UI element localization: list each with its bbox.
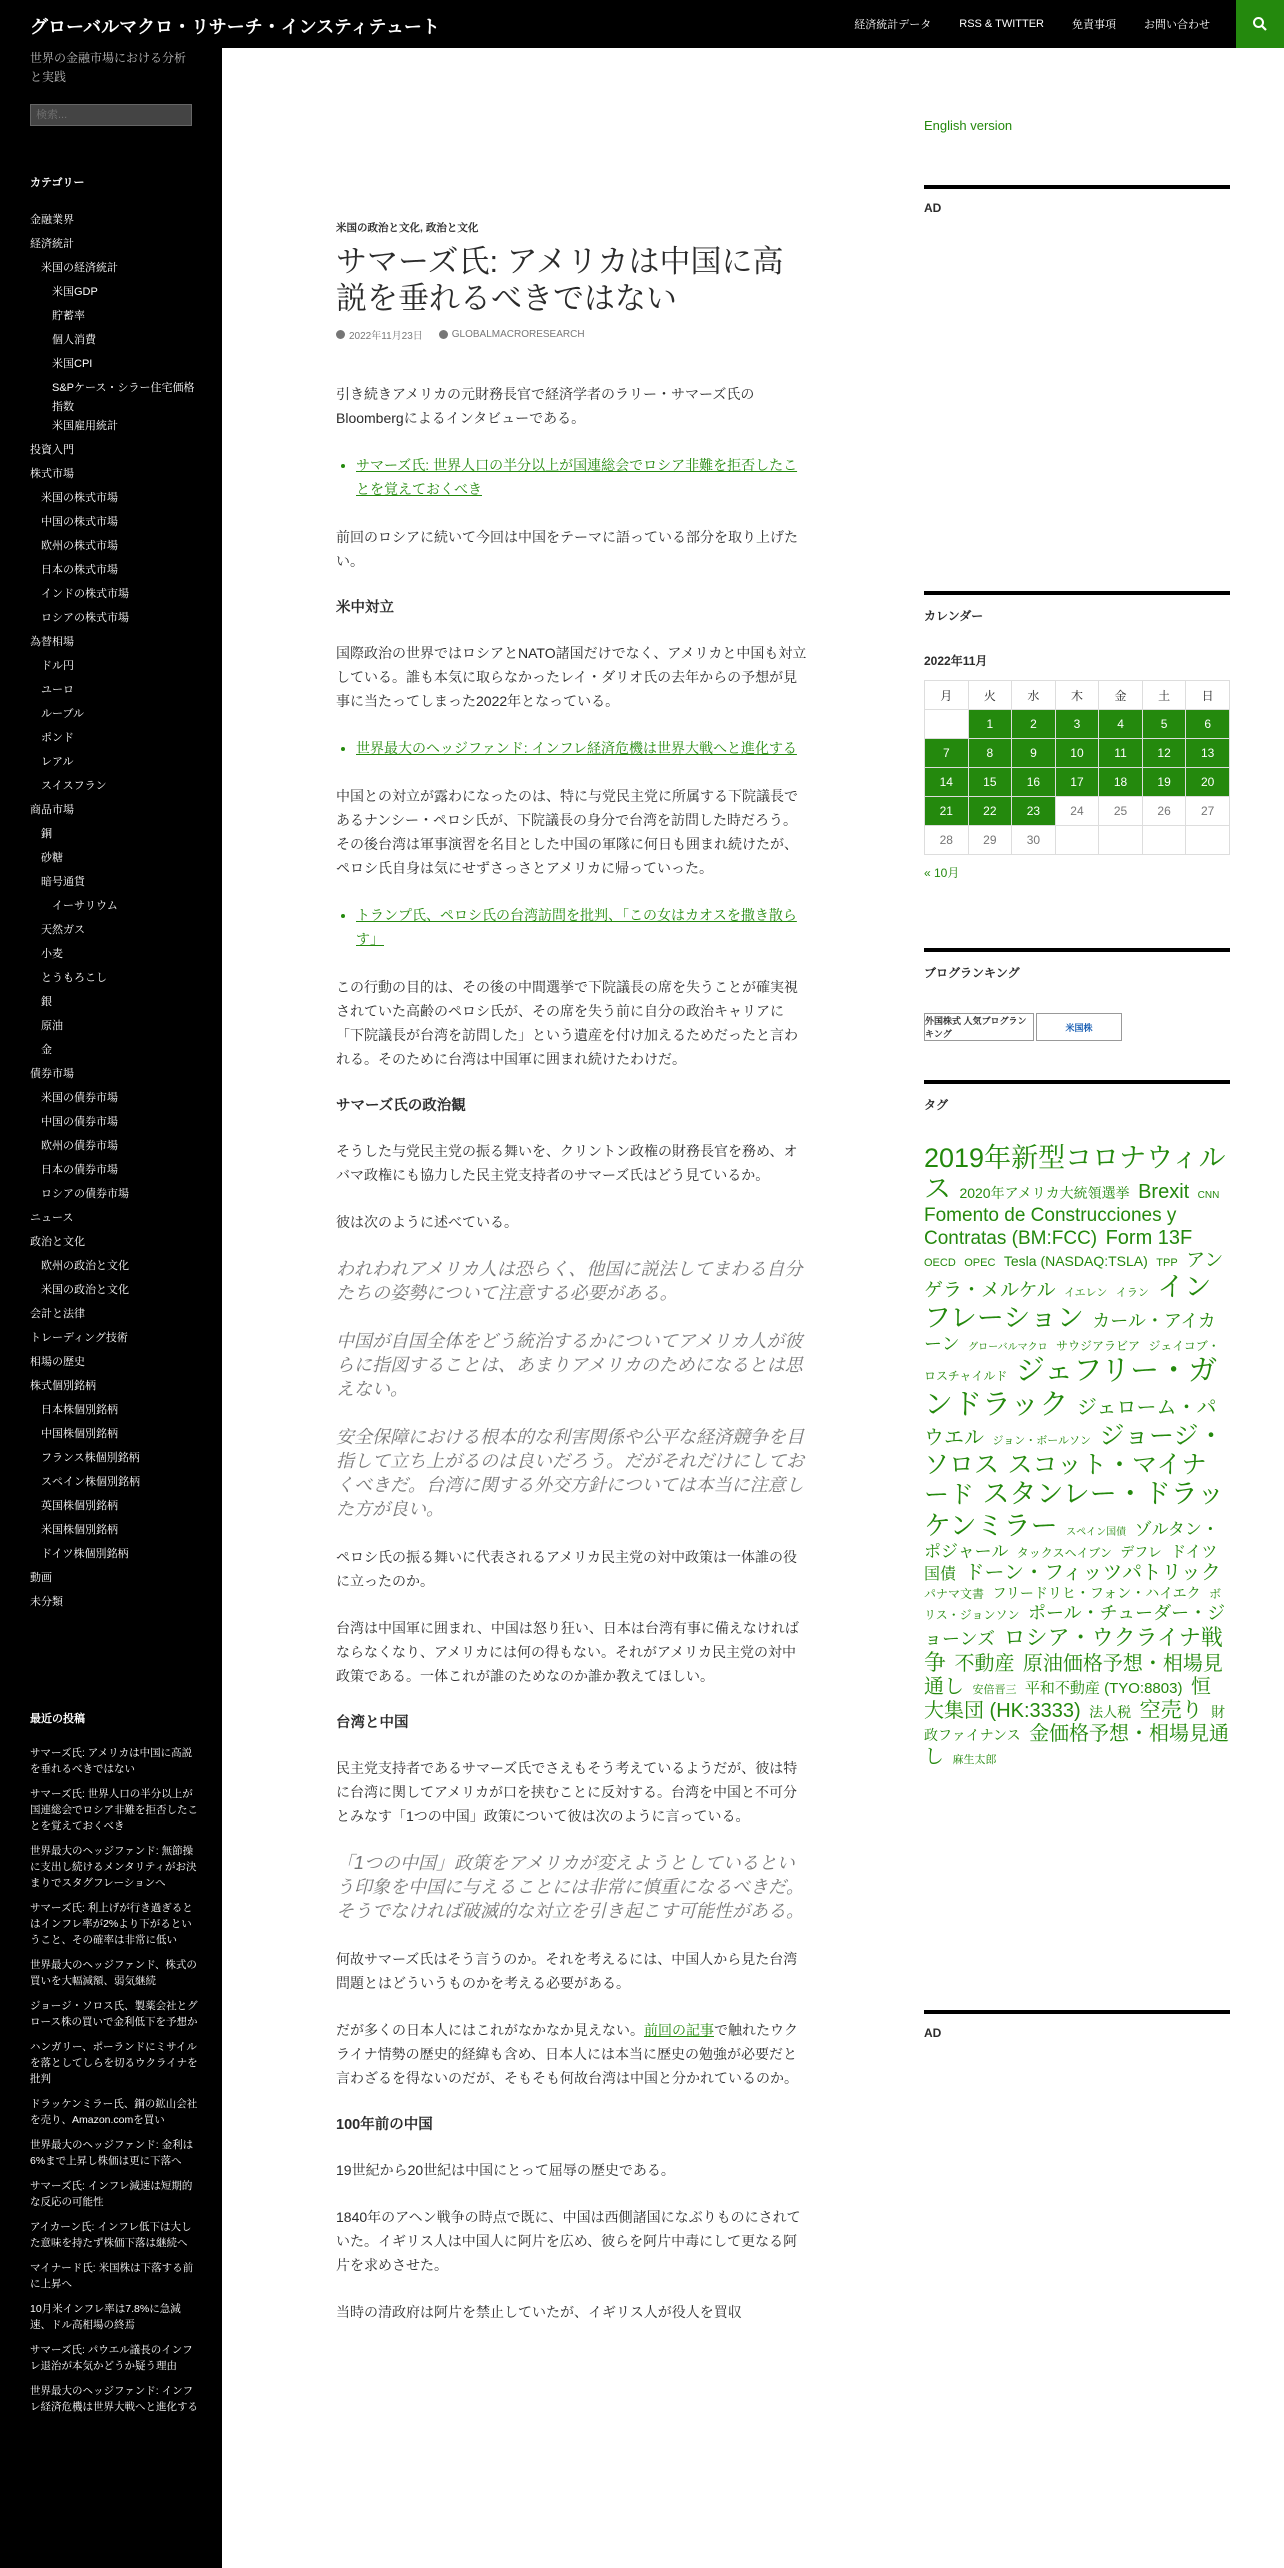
tag-link[interactable]: ジェイコブ・ロスチャイルド [924, 1338, 1220, 1384]
related-article-link[interactable]: • 世界最大のヘッジファンド: インフレ経済危機は世界大戦へと進化する [356, 736, 810, 760]
recent-post-link[interactable]: サマーズ氏: インフレ減速は短期的な反応の可能性 [30, 2180, 193, 2208]
tag-link[interactable]: ジェローム・パウエル [924, 1396, 1217, 1449]
ad-widget [924, 185, 1230, 215]
top-bar [0, 0, 1284, 48]
sidebar-category-item[interactable]: 金融業界 [30, 214, 74, 226]
sidebar-category-item[interactable]: ポンド [41, 732, 74, 744]
sidebar-category-item[interactable]: 相場の歴史 [30, 1356, 85, 1368]
sidebar-category-item[interactable]: トレーディング技術 [30, 1332, 128, 1344]
sidebar-category-item[interactable]: 米国の債券市場 [41, 1092, 118, 1104]
tag-link[interactable]: グローバルマクロ [968, 1341, 1048, 1353]
tag-link[interactable]: スコット・マイナード [924, 1450, 1207, 1510]
article-quote: 安全保障における根本的な利害関係や公平な経済競争を目指して立ち上がるのは良いだろう。だがそれだけにしておくべきだ。台湾に関する外交方針については本当に注意した方が良い。 [336, 1427, 804, 1519]
tag-link[interactable]: ボリス・ジョンソン [924, 1586, 1222, 1623]
top-nav [826, 0, 1210, 48]
article-paragraph [336, 2018, 810, 2090]
tag-link[interactable]: OECD [924, 1256, 956, 1269]
sidebar-category-item[interactable]: ドイツ株個別銘柄 [41, 1548, 129, 1560]
sidebar-category-item[interactable]: フランス株個別銘柄 [41, 1452, 140, 1464]
tag-link[interactable]: スタンレー・ドラッケンミラー [924, 1479, 1225, 1541]
sidebar-category-item[interactable]: 英国株個別銘柄 [41, 1500, 118, 1512]
calendar-day[interactable]: 11 [1099, 739, 1143, 768]
sidebar-category-item[interactable]: ロシアの株式市場 [41, 612, 129, 624]
calendar-weekday: 木 [1055, 681, 1099, 710]
blog-ranking-heading: ブログランキング [924, 966, 1020, 980]
article-subheading: 100年前の中国 [336, 2117, 433, 2133]
sidebar-category-item[interactable]: 米国CPI [52, 358, 93, 370]
tag-link[interactable]: Form 13F [1105, 1226, 1193, 1249]
tag-link[interactable]: 金価格予想・相場見通し [924, 1723, 1230, 1769]
recent-post-link[interactable]: サマーズ氏: パウエル議長のインフレ退治が本気かどうか疑う理由 [30, 2344, 193, 2372]
related-link-list [356, 453, 810, 501]
article-paragraph: 中国との対立が露わになったのは、特に与党民主党に所属する下院議長であるナンシー・ペロシ氏が、下院議長の身分で台湾を訪問した時だろう。その後台湾は軍事演習を名目とした中国の軍隊に何日も囲まれ続けたが、ペロシ氏自身は気にせずさっさとアメリカに帰っていった。 [336, 788, 798, 876]
tag-link[interactable]: 法人税 [1089, 1704, 1132, 1721]
site-tagline: 世界の金融市場における分析と実践 [30, 51, 187, 84]
recent-post-link[interactable]: サマーズ氏: アメリカは中国に高説を垂れるべきではない [30, 1747, 193, 1775]
sidebar-category-item[interactable]: ロシアの債券市場 [41, 1188, 129, 1200]
recent-post-link[interactable]: アイカーン氏: インフレ低下は大した意味を持たず株価下落は継続へ [30, 2221, 192, 2249]
calendar-weekday: 水 [1012, 681, 1056, 710]
recent-post-link[interactable]: マイナード氏: 米国株は下落する前に上昇へ [30, 2262, 194, 2290]
tag-link[interactable]: パナマ文書 [924, 1586, 985, 1601]
article-quote: 中国が自国全体をどう統治するかについてアメリカ人が彼らに指図することは、あまりアメリカのためになるとは思えない。 [336, 1331, 803, 1399]
sidebar-category-item[interactable]: 中国の株式市場 [41, 516, 118, 528]
recent-post-link[interactable]: サマーズ氏: 世界人口の半分以上が国連総会でロシア非難を拒否したことを覚えておくべき [30, 1788, 198, 1832]
sidebar-category-item[interactable]: 欧州の政治と文化 [41, 1260, 129, 1272]
calendar-day[interactable]: 4 [1099, 710, 1143, 739]
article-date[interactable]: 2022年11月23日 [349, 331, 423, 342]
related-article-link[interactable]: • トランプ氏、ペロシ氏の台湾訪問を批判、「この女はカオスを撒き散らす」 [356, 903, 810, 951]
nav-item-contact[interactable]: お問い合わせ [1144, 19, 1210, 31]
previous-article-link[interactable]: 前回の記事 [644, 2022, 714, 2038]
search-toggle-button[interactable] [1236, 0, 1284, 48]
sidebar-category-item[interactable]: 小麦 [41, 948, 63, 960]
tag-link[interactable]: Tesla (NASDAQ:TSLA) [1003, 1252, 1148, 1269]
calendar-day: 29 [968, 826, 1012, 855]
article-paragraph: 1840年のアヘン戦争の時点で既に、中国は西側諸国になぶりものにされていた。イギリス人は中国人に阿片を広め、彼らを阿片中毒にして更なる阿片を求めさせた。 [336, 2209, 801, 2273]
category-list [30, 208, 200, 1614]
calendar-day[interactable]: 2 [1012, 710, 1056, 739]
article-paragraph: 19世紀から20世紀は中国にとって屈辱の歴史である。 [336, 2162, 675, 2178]
sidebar-category-item[interactable]: ユーロ [41, 684, 74, 696]
calendar-day[interactable]: 9 [1012, 739, 1056, 768]
related-link-list [356, 736, 810, 760]
calendar-month: 2022年11月 [924, 654, 988, 668]
sidebar-category-item[interactable]: ドル円 [41, 660, 74, 672]
recent-post-link[interactable]: 10月米インフレ率は7.8%に急減速、ドル高相場の終焉 [30, 2303, 181, 2331]
calendar-day: 30 [1012, 826, 1056, 855]
tag-link[interactable]: ジョージ・ソロス [924, 1421, 1224, 1479]
tag-link[interactable]: イラン [1115, 1286, 1149, 1299]
calendar-day [1055, 826, 1099, 855]
calendar-heading: カレンダー [924, 609, 984, 623]
sidebar-category-item[interactable]: 会計と法律 [30, 1308, 85, 1320]
sidebar-category-item[interactable]: 暗号通貨 [41, 876, 85, 888]
sidebar-category-item[interactable]: 未分類 [30, 1596, 63, 1608]
related-link-list [356, 903, 810, 951]
tag-link[interactable]: ポール・チューダー・ジョーンズ [924, 1603, 1226, 1649]
sidebar-category-item[interactable]: 米国株個別銘柄 [41, 1524, 118, 1536]
article-subheading: サマーズ氏の政治観 [336, 1098, 466, 1114]
left-sidebar [0, 48, 222, 2568]
calendar-day: 27 [1186, 797, 1230, 826]
sidebar-category-item[interactable]: 銀 [41, 996, 52, 1008]
sidebar-category-item[interactable]: 中国の債券市場 [41, 1116, 118, 1128]
site-title[interactable]: グローバルマクロ・リサーチ・インスティテュート [30, 17, 440, 37]
recent-post-link[interactable]: サマーズ氏: 利上げが行き過ぎるとはインフレ率が2%より下がるということ、その確率は非常に低い [30, 1902, 193, 1946]
tag-link[interactable]: Fomento de Construcciones y Contratas (BM:FCC) [924, 1205, 1177, 1249]
paragraph-text: で触れたウクライナ情勢の歴史的経緯も含め、日本人には本当に歴史の勉強が必要だと言わざるを得ないのだが、そもそも何故台湾は中国と分かれているのか。 [336, 2022, 798, 2086]
tag-link[interactable]: ゾルタン・ポジャール [924, 1519, 1219, 1561]
sidebar-category-item[interactable]: レアル [41, 756, 74, 768]
article-author[interactable]: GLOBALMACRORESEARCH [451, 329, 585, 340]
calendar-weekday: 金 [1099, 681, 1143, 710]
tag-link[interactable]: 財政ファイナンス [924, 1704, 1226, 1744]
tag-link[interactable]: 2020年アメリカ大統領選挙 [959, 1185, 1130, 1202]
tags-widget [924, 1080, 1230, 1769]
calendar-day[interactable]: 19 [1142, 768, 1186, 797]
tags-heading: タグ [924, 1098, 949, 1112]
tag-link[interactable]: 空売り [1139, 1699, 1203, 1723]
calendar-day [1099, 826, 1143, 855]
clock-icon [336, 330, 345, 339]
article-body [336, 382, 810, 2324]
sidebar-category-item[interactable]: 金 [41, 1044, 52, 1056]
calendar-day[interactable]: 5 [1142, 710, 1186, 739]
calendar-day: 28 [925, 826, 969, 855]
calendar-day[interactable]: 1 [968, 710, 1012, 739]
calendar-day[interactable]: 13 [1186, 739, 1230, 768]
sidebar-category-item[interactable]: 日本株個別銘柄 [41, 1404, 118, 1416]
sidebar-category-item[interactable]: 為替相場 [30, 636, 74, 648]
calendar-day[interactable]: 16 [1012, 768, 1056, 797]
article-paragraph: 彼は次のように述べている。 [336, 1214, 518, 1230]
sidebar-category-item[interactable]: 欧州の債券市場 [41, 1140, 118, 1152]
sidebar-category-item[interactable]: インドの株式市場 [41, 588, 129, 600]
recent-posts-heading: 最近の投稿 [30, 1713, 85, 1725]
calendar-table [924, 680, 1230, 855]
tag-link[interactable]: ジョン・ボールソン [992, 1434, 1092, 1447]
categories-heading: カテゴリー [30, 177, 85, 189]
tag-link[interactable]: 平和不動産 (TYO:8803) [1024, 1680, 1183, 1698]
tag-link[interactable]: 2019年新型コロナウィルス [924, 1143, 1226, 1205]
calendar-widget [924, 591, 1230, 881]
ad-heading-2: AD [924, 2026, 942, 2040]
calendar-day[interactable]: 8 [968, 739, 1012, 768]
article-paragraph: 何故サマーズ氏はそう言うのか。それを考えるには、中国人から見た台湾問題とはどういうものかを考える必要がある。 [336, 1951, 798, 1991]
sidebar-category-item[interactable]: ルーブル [41, 708, 85, 720]
english-version-link[interactable]: English version [924, 118, 1013, 133]
sidebar-category-item[interactable]: 米国の政治と文化 [41, 1284, 129, 1296]
sidebar-category-item[interactable]: 株式個別銘柄 [30, 1380, 96, 1392]
article-paragraph: ペロシ氏の振る舞いに代表されるアメリカ民主党の対中政策は一体誰の役に立ったのか。 [336, 1549, 798, 1589]
calendar-day[interactable]: 14 [925, 768, 969, 797]
calendar-day[interactable]: 21 [925, 797, 969, 826]
recent-post-link[interactable]: ジョージ・ソロス氏、製薬会社とグロース株の買いで金利低下を予想か [30, 2000, 198, 2028]
tag-link[interactable]: ジェフリー・ガンドラック [924, 1355, 1218, 1421]
calendar-day[interactable]: 23 [1012, 797, 1056, 826]
sidebar-category-item[interactable]: 米国雇用統計 [52, 420, 118, 432]
tag-link[interactable]: 不動産 [954, 1653, 1015, 1676]
tag-link[interactable]: サウジアラビア [1056, 1338, 1141, 1353]
author-icon [439, 330, 448, 339]
sidebar-category-item[interactable]: 貯蓄率 [52, 310, 85, 322]
sidebar-category-item[interactable]: 天然ガス [41, 924, 85, 936]
article-quote: われわれアメリカ人は恐らく、他国に説法してまわる自分たちの姿勢について注意する必要がある。 [336, 1259, 803, 1303]
article-meta [336, 327, 810, 342]
calendar-day[interactable]: 10 [1055, 739, 1099, 768]
tag-link[interactable]: アンゲラ・メルケル [924, 1249, 1224, 1301]
paragraph-text: だが多くの日本人にはこれがなかなか見えない。 [336, 2022, 644, 2038]
tag-link[interactable]: インフレーション [924, 1271, 1212, 1333]
blog-ranking-widget [924, 948, 1230, 1041]
tag-link[interactable]: カール・アイカーン [924, 1310, 1216, 1354]
calendar-day [1142, 826, 1186, 855]
sidebar-category-item[interactable]: 米国の株式市場 [41, 492, 118, 504]
tag-link[interactable]: 恒大集団 (HK:3333) [924, 1676, 1211, 1723]
calendar-weekday: 土 [1142, 681, 1186, 710]
sidebar-category-item[interactable]: 銅 [41, 828, 52, 840]
nav-item-economic-data[interactable]: 経済統計データ [854, 19, 932, 31]
sidebar-category-item[interactable]: 日本の債券市場 [41, 1164, 118, 1176]
tag-cloud [924, 1143, 1230, 1769]
sidebar-category-item[interactable]: 砂糖 [41, 852, 63, 864]
tag-link[interactable]: 麻生太郎 [952, 1754, 997, 1767]
tag-link[interactable]: 安倍晋三 [972, 1684, 1017, 1697]
search-icon [1252, 16, 1268, 32]
sidebar-category-item[interactable]: S&Pケース・シラー住宅価格指数 [52, 382, 195, 413]
tag-link[interactable]: タックスヘイブン [1016, 1545, 1112, 1560]
tag-link[interactable]: ロシア・ウクライナ戦争 [924, 1624, 1223, 1676]
calendar-day[interactable]: 7 [925, 739, 969, 768]
nav-item-rss-twitter[interactable]: RSS & TWITTER [959, 18, 1044, 30]
calendar-day[interactable]: 17 [1055, 768, 1099, 797]
article-paragraph: 民主党支持者であるサマーズ氏でさえもそう考えているようだが、彼は特に台湾に関してアメリカが口を挟むことに反対する。台湾を中国と不可分とみなす「1つの中国」政策について彼は次のように言っている。 [336, 1760, 798, 1824]
tag-link[interactable]: TPP [1156, 1256, 1178, 1269]
recent-post-link[interactable]: 世界最大のヘッジファンド: インフレ経済危機は世界大戦へと進化する [30, 2385, 198, 2413]
calendar-weekday: 月 [925, 681, 969, 710]
sidebar-category-item[interactable]: 日本の株式市場 [41, 564, 118, 576]
article-paragraph: 前回のロシアに続いて今回は中国をテーマに語っている部分を取り上げたい。 [336, 529, 798, 569]
calendar-day[interactable]: 6 [1186, 710, 1230, 739]
sidebar-category-item[interactable]: 商品市場 [30, 804, 74, 816]
calendar-weekday: 日 [1186, 681, 1230, 710]
tag-link[interactable]: CNN [1197, 1190, 1220, 1202]
sidebar-category-item[interactable]: スイスフラン [41, 780, 107, 792]
calendar-day: 26 [1142, 797, 1186, 826]
nav-item-disclaimer[interactable]: 免責事項 [1072, 19, 1116, 31]
article-quote: 「1つの中国」政策をアメリカが変えようとしているという印象を中国に与えることには非常に慎重になるべきだ。そうでなければ破滅的な対立を引き起こす可能性がある。 [336, 1853, 804, 1921]
sidebar-category-item[interactable]: スペイン株個別銘柄 [41, 1476, 140, 1488]
calendar-day[interactable]: 15 [968, 768, 1012, 797]
calendar-day[interactable]: 18 [1099, 768, 1143, 797]
sidebar-category-item[interactable]: イーサリウム [52, 900, 118, 912]
sidebar-category-item[interactable]: 政治と文化 [30, 1236, 85, 1248]
sidebar-category-item[interactable]: 米国の経済統計 [41, 262, 118, 274]
article-paragraph: 当時の清政府は阿片を禁止していたが、イギリス人が役人を買収 [336, 2304, 742, 2320]
sidebar-category-item[interactable]: 債券市場 [30, 1068, 74, 1080]
recent-post-link[interactable]: 世界最大のヘッジファンド: 金利は6%まで上昇し株価は更に下落へ [30, 2139, 194, 2167]
article-paragraph: そうした与党民主党の振る舞いを、クリントン政権の財務長官を務め、オバマ政権にも協力した民主党支持者のサマーズ氏はどう見ているか。 [336, 1143, 798, 1183]
calendar-day[interactable]: 20 [1186, 768, 1230, 797]
tag-link[interactable]: デフレ [1120, 1543, 1162, 1560]
tag-link[interactable]: ドイツ国債 [924, 1543, 1218, 1583]
calendar-weekday: 火 [968, 681, 1012, 710]
recent-post-link[interactable]: ドラッケンミラー氏、銅の鉱山会社を売り、Amazon.comを買い [30, 2098, 198, 2126]
tag-link[interactable]: 原油価格予想・相場見通し [924, 1653, 1223, 1699]
sidebar-category-item[interactable]: 個人消費 [52, 334, 96, 346]
article-categories[interactable]: 米国の政治と文化, 政治と文化 [336, 222, 479, 234]
article-title: サマーズ氏: アメリカは中国に高説を垂れるべきではない [336, 244, 784, 316]
calendar-day[interactable]: 12 [1142, 739, 1186, 768]
sidebar-category-item[interactable]: 投資入門 [30, 444, 74, 456]
calendar-day[interactable]: 3 [1055, 710, 1099, 739]
sidebar-category-item[interactable]: 米国GDP [52, 286, 98, 298]
ranking-badge-foreign-stocks[interactable]: 外国株式 人気ブログランキング [924, 1013, 1034, 1041]
tag-link[interactable]: フリードリヒ・フォン・ハイエク [992, 1584, 1201, 1601]
recent-post-link[interactable]: 世界最大のヘッジファンド: 無節操に支出し続けるメンタリティがお決まりでスタグフレーションへ [30, 1845, 197, 1889]
sidebar-category-item[interactable]: ニュース [30, 1212, 74, 1224]
calendar-day [925, 710, 969, 739]
sidebar-category-item[interactable]: 原油 [41, 1020, 63, 1032]
related-article-link[interactable]: • サマーズ氏: 世界人口の半分以上が国連総会でロシア非難を拒否したことを覚えておくべき [356, 453, 810, 501]
sidebar-category-item[interactable]: 株式市場 [30, 468, 74, 480]
sidebar-category-item[interactable]: 欧州の株式市場 [41, 540, 118, 552]
tag-link[interactable]: スペイン国債 [1066, 1526, 1127, 1538]
recent-posts-list [30, 1745, 198, 2424]
article-subheading: 台湾と中国 [336, 1715, 409, 1731]
article [336, 220, 810, 2347]
recent-post-link[interactable]: ハンガリー、ポーランドにミサイルを落としてしらを切るウクライナを批判 [30, 2041, 198, 2085]
article-paragraph: この行動の目的は、その後の中間選挙で下院議長の席を失うことが確実視されていた高齢のペロシ氏が、その席を失う前に自分の政治キャリアに「下院議長が台湾を訪問した」という遺産を付け加えるためだったと言われる。そのために台湾は中国軍に囲まれ続けたわけだ。 [336, 979, 798, 1067]
ad-heading: AD [924, 201, 942, 215]
right-sidebar [884, 48, 1284, 2568]
article-paragraph: 国際政治の世界ではロシアとNATO諸国だけでなく、アメリカと中国も対立している。誰も本気に取らなかったレイ・ダリオ氏の去年からの予想が見事に当たってしまった2022年となっている。 [336, 645, 807, 709]
calendar-day [1186, 826, 1230, 855]
calendar-prev-month-link[interactable]: « 10月 [924, 866, 960, 880]
calendar-day: 25 [1099, 797, 1143, 826]
sidebar-category-item[interactable]: 中国株個別銘柄 [41, 1428, 118, 1440]
sidebar-category-item[interactable]: 経済統計 [30, 238, 74, 250]
sidebar-search-input[interactable] [30, 104, 192, 126]
article-paragraph: 台湾は中国軍に囲まれ、中国は怒り狂い、日本は台湾有事に備えなければならなくなり、アメリカには何の得もない。それがアメリカ民主党の対中政策である。一体これが誰のためなのか誰か教えてほしい。 [336, 1620, 799, 1684]
tag-link[interactable]: Brexit [1138, 1181, 1190, 1204]
sidebar-category-item[interactable]: とうもろこし [41, 972, 107, 984]
tag-link[interactable]: ドーン・フィッツパトリック [964, 1561, 1221, 1584]
article-subheading: 米中対立 [336, 600, 394, 616]
tag-link[interactable]: イエレン [1064, 1286, 1108, 1299]
ranking-badge-us-stocks[interactable]: 米国株 [1036, 1013, 1122, 1041]
ad-widget-2 [924, 2010, 1230, 2040]
calendar-day[interactable]: 22 [968, 797, 1012, 826]
main-content [222, 48, 884, 2568]
article-paragraph: 引き続きアメリカの元財務長官で経済学者のラリー・サマーズ氏のBloombergによるインタビューである。 [336, 386, 755, 426]
calendar-day: 24 [1055, 797, 1099, 826]
sidebar-category-item[interactable]: 動画 [30, 1572, 52, 1584]
tag-link[interactable]: OPEC [964, 1256, 996, 1269]
recent-post-link[interactable]: 世界最大のヘッジファンド、株式の買いを大幅減額、弱気継続 [30, 1959, 197, 1987]
